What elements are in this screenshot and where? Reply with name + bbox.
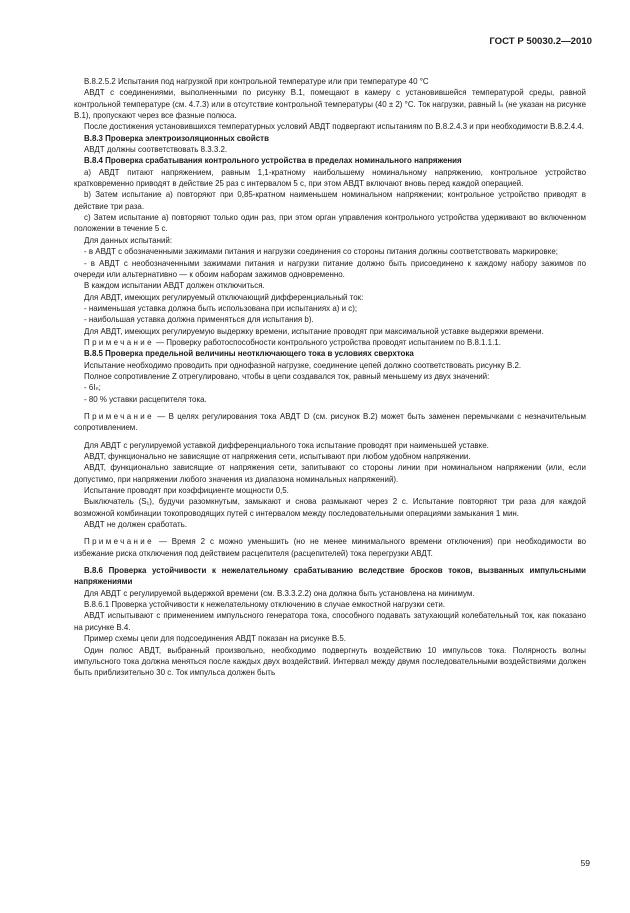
paragraph: Для АВДТ с регулируемой выдержкой времени (см. В.3.3.2.2) она должна быть установлена на минимум. (84, 588, 475, 598)
list-item: - 80 % уставки расцепителя тока. (84, 394, 207, 404)
paragraph: Испытание необходимо проводить при однофазной нагрузке, соединение цепей должно соответствовать рисунку В.2. (84, 360, 522, 370)
paragraph: с) Затем испытание а) повторяют только один раз, при этом орган управления контрольного устройства удерживают во включенном положении в течение 5 с. (74, 213, 586, 234)
paragraph: Испытание проводят при коэффициенте мощности 0,5. (84, 486, 289, 496)
list-item: - в АВДТ с необозначенными зажимами питания и нагрузки питание должно быть присоединено к каждому набору зажимов по очереди или альтернативно — к обоим наборам зажимов одновременно. (74, 258, 586, 279)
note-label: Примечание (84, 537, 154, 547)
paragraph: После достижения установившихся температурных условий АВДТ подвергают испытаниям по В.8.2.4.3 и при необходимости В.8.2.4.4. (84, 122, 584, 132)
paragraph: В.8.2.5.2 Испытания под нагрузкой при контрольной температуре или при температуре 40 °С (84, 77, 429, 86)
paragraph: Пример схемы цепи для подсоединения АВДТ показан на рисунке В.5. (84, 634, 346, 644)
paragraph: Для АВДТ с регулируемой уставкой дифференциального тока испытание проводят при наименьшей уставке. (84, 440, 489, 450)
paragraph: Один полюс АВДТ, выбранный произвольно, необходимо подвергнуть воздействию 10 импульсов тока. Полярность волны импульсного тока должна меняться после каждых двух воздействий. Интервал между двумя последовательными воздействиями должен быть приблизительно 30 с. Ток импульса должен быть (74, 645, 586, 678)
note-label: Примечание (84, 337, 154, 347)
paragraph: АВДТ не должен сработать. (84, 520, 188, 530)
paragraph: Полное сопротивление Z отрегулировано, чтобы в цепи создавался ток, равный меньшему из двух значений: (84, 371, 490, 381)
section-heading: В.8.3 Проверка электроизоляционных свойств (84, 133, 269, 143)
list-item: - наименьшая уставка должна быть использована при испытаниях а) и с); (84, 303, 358, 313)
list-item: - 6Iₙ; (84, 383, 101, 393)
paragraph: В каждом испытании АВДТ должен отключиться. (84, 281, 265, 291)
paragraph: АВДТ, функционально не зависящие от напряжения сети, испытывают при любом удобном напряжении. (84, 452, 471, 461)
paragraph: АВДТ испытывают с применением импульсного генератора тока, способного подавать затухающий колебательный ток, как показано на рисунке В.4. (74, 611, 586, 632)
section-heading: В.8.4 Проверка срабатывания контрольного устройства в пределах номинального напряжения (84, 156, 462, 166)
section-heading: В.8.5 Проверка предельной величины неотключающего тока в условиях сверхтока (84, 349, 414, 359)
document-number: ГОСТ Р 50030.2—2010 (489, 36, 592, 47)
paragraph: Для АВДТ, имеющих регулируемый отключающий дифференциальный ток: (84, 292, 364, 302)
paragraph: Выключатель (S₁), будучи разомкнутым, замыкают и снова размыкают через 2 с. Испытание повторяют три раза для каждой возможной комбинации токопроводящих путей с интервалом между последовательными операциями замыкания 1 мин. (74, 497, 586, 518)
page-number: 59 (580, 858, 590, 868)
paragraph: АВДТ должны соответствовать 8.3.3.2. (84, 145, 228, 155)
section-heading: В.8.6 Проверка устойчивости к нежелательному срабатыванию вследствие бросков токов, вызванных импульсными напряжениями (74, 566, 586, 587)
page-body (74, 76, 586, 679)
paragraph: Для данных испытаний: (84, 235, 173, 245)
note: Примечание — Проверку работоспособности контрольного устройства проводят испытанием по В.8.1.1.1. (84, 337, 501, 347)
list-item: - в АВДТ с обозначенными зажимами питания и нагрузки соединения со стороны питания должны соответствовать маркировке; (84, 247, 558, 257)
paragraph: АВДТ, функционально зависящие от напряжения сети, запитывают со стороны линии при номинальном напряжении (или, если допустимо, при напряжении любого значения из диапазона номинальных напряжений). (74, 463, 586, 484)
paragraph: а) АВДТ питают напряжением, равным 1,1-кратному наибольшему номинальному напряжению, контрольное устройство кратковременно приводят в действие 25 раз с интервалом 5 с, при этом АВДТ включают вновь перед каждой операцией. (74, 167, 586, 189)
note: Примечание — В целях регулирования тока АВДТ D (см. рисунок В.2) может быть заменен перемычками с незначительным сопротивлением. (74, 411, 586, 433)
note: Примечание — Время 2 с можно уменьшить (но не менее минимального времени отключения) при необходимости во избежание риска отключения под действием расцепителя (расцепителей) тока перегрузки АВДТ. (74, 537, 586, 558)
paragraph: В.8.6.1 Проверка устойчивости к нежелательному отключению в случае емкостной нагрузки сети. (84, 600, 445, 610)
paragraph: АВДТ с соединениями, выполненными по рисунку В.1, помещают в камеру с установившейся температурой среды, равной контрольной температуре (см. 4.7.3) или в отсутствие контрольной температуры (40 ± 2) °С. Ток нагрузки, равный Iₙ (не указан на рисунке В.1), пропускают через все фазные полюса. (74, 88, 586, 121)
note-label: Примечание (84, 411, 154, 421)
paragraph: Для АВДТ, имеющих регулируемую выдержку времени, испытание проводят при максимальной уставке выдержки времени. (84, 326, 544, 336)
list-item: - наибольшая уставка должна применяться для испытания b). (84, 315, 314, 325)
paragraph: b) Затем испытание а) повторяют при 0,85-кратном наименьшем номинальном напряжении; контрольное устройство приводят в действие три раза. (74, 190, 586, 211)
